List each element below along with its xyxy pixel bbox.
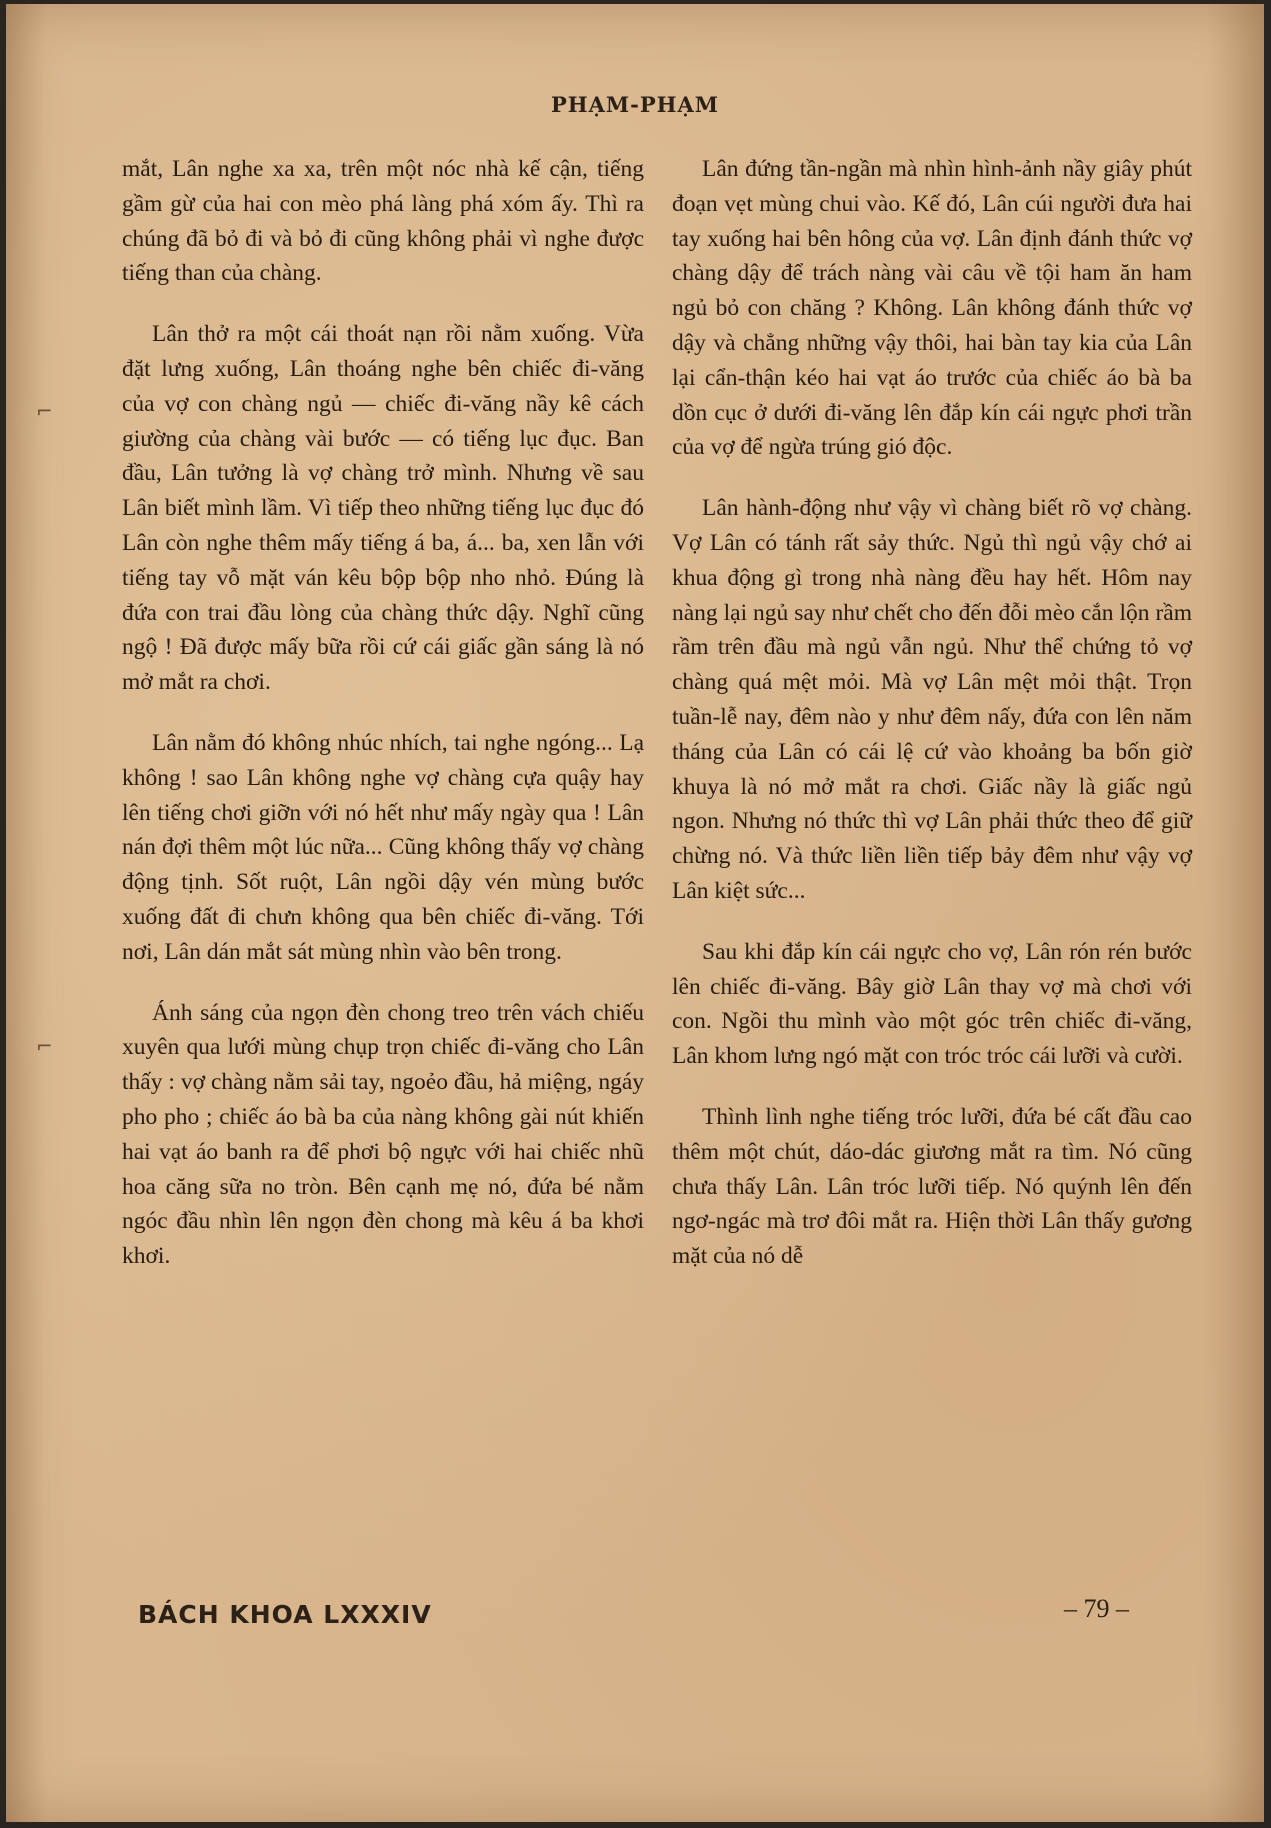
binding-mark: ⌐	[36, 1034, 53, 1058]
running-header: PHẠM-PHẠM	[550, 92, 720, 117]
left-paragraph-2: Lân thở ra một cái thoát nạn rồi nằm xuống. Vừa đặt lưng xuống, Lân thoáng nghe bên chiếc đi-văng của vợ con chàng ngủ — chiếc đi-văng nầy kê cách giường của chàng vài bước — có tiếng lục đục. Ban đầu, Lân tưởng là vợ chàng trở mình. Nhưng về sau Lân biết mình lầm. Vì tiếp theo những tiếng lục đục đó Lân còn nghe thêm mấy tiếng á ba, á... ba, xen lẫn với tiếng tay vỗ mặt ván kêu bộp bộp nho nhỏ. Đúng là đứa con trai đầu lòng của chàng thức dậy. Nghĩ cũng ngộ ! Đã được mấy bữa rồi cứ cái giấc gần sáng là nó mở mắt ra chơi.	[122, 321, 644, 696]
book-page	[6, 4, 1264, 1822]
page-number: – 79 –	[1064, 1594, 1129, 1623]
right-paragraph-2: Lân hành-động như vậy vì chàng biết rõ vợ chàng. Vợ Lân có tánh rất sảy thức. Ngủ thì ngủ vậy chớ ai khua động gì trong nhà nàng đều hay hết. Hôm nay nàng lại ngủ say như chết cho đến đỗi mèo cắn lộn rầm rầm trên đầu mà ngủ vẫn ngủ. Như thể chứng tỏ vợ chàng quá mệt mỏi. Mà vợ Lân mệt mỏi thật. Trọn tuần-lễ nay, đêm nào y như đêm nấy, đứa con lên năm tháng của Lân có cái lệ cứ vào khoảng ba bốn giờ khuya là nó mở mắt ra chơi. Giấc nầy là giấc ngủ ngon. Nhưng nó thức thì vợ Lân phải thức theo để giữ chừng nó. Và thức liền liền tiếp bảy đêm như vậy vợ Lân kiệt sức...	[672, 495, 1192, 904]
journal-footer: BÁCH KHOA LXXXIV	[138, 1600, 432, 1629]
left-paragraph-4: Ánh sáng của ngọn đèn chong treo trên vách chiếu xuyên qua lưới mùng chụp trọn chiếc đi-văng cho Lân thấy : vợ chàng nằm sải tay, ngoẻo đầu, hả miệng, ngáy pho pho ; chiếc áo bà ba của nàng không gài nút khiến hai vạt áo banh ra để phơi bộ ngực với hai chiếc nhũ hoa căng sữa no tròn. Bên cạnh mẹ nó, đứa bé nằm ngóc đầu nhìn lên ngọn đèn chong mà kêu á ba khơi khơi.	[122, 999, 644, 1270]
right-paragraph-1: Lân đứng tần-ngần mà nhìn hình-ảnh nầy giây phút đoạn vẹt mùng chui vào. Kế đó, Lân cúi người đưa hai tay xuống hai bên hông của vợ. Lân định đánh thức vợ chàng dậy để trách nàng vài câu về tội ham ăn ham ngủ bỏ con chăng ? Không. Lân không đánh thức vợ dậy và chẳng những vậy thôi, hai bàn tay kia của Lân lại cẩn-thận kéo hai vạt áo trước của chiếc áo bà ba dồn cục ở dưới đi-văng lên đắp kín cái ngực phơi trần của vợ để ngừa trúng gió độc.	[672, 156, 1192, 461]
right-paragraph-4: Thình lình nghe tiếng tróc lưỡi, đứa bé cất đầu cao thêm một chút, dáo-dác giương mắt ra tìm. Nó cũng chưa thấy Lân. Lân tróc lưỡi tiếp. Nó quýnh lên đến ngơ-ngác mà trơ đôi mắt ra. Hiện thời Lân thấy gương mặt của nó dễ	[672, 1103, 1192, 1270]
binding-mark: ⌐	[36, 399, 53, 423]
right-paragraph-3: Sau khi đắp kín cái ngực cho vợ, Lân rón rén bước lên chiếc đi-văng. Bây giờ Lân thay vợ mà chơi với con. Ngồi thu mình vào một góc trên chiếc đi-văng, Lân khom lưng ngó mặt con tróc tróc cái lưỡi và cười.	[672, 938, 1192, 1070]
left-column	[122, 152, 644, 1300]
left-paragraph-3: Lân nằm đó không nhúc nhích, tai nghe ngóng... Lạ không ! sao Lân không nghe vợ chàng cựa quậy hay lên tiếng chơi giỡn với nó hết như mấy ngày qua ! Lân nán đợi thêm một lúc nữa... Cũng không thấy vợ chàng động tịnh. Sốt ruột, Lân ngồi dậy vén mùng bước xuống đất đi chưn không qua bên chiếc đi-văng. Tới nơi, Lân dán mắt sát mùng nhìn vào bên trong.	[122, 729, 644, 965]
right-column	[672, 152, 1192, 1300]
left-paragraph-1: mắt, Lân nghe xa xa, trên một nóc nhà kế cận, tiếng gầm gừ của hai con mèo phá làng phá xóm ấy. Thì ra chúng đã bỏ đi và bỏ đi cũng không phải vì nghe được tiếng than của chàng.	[122, 156, 644, 287]
